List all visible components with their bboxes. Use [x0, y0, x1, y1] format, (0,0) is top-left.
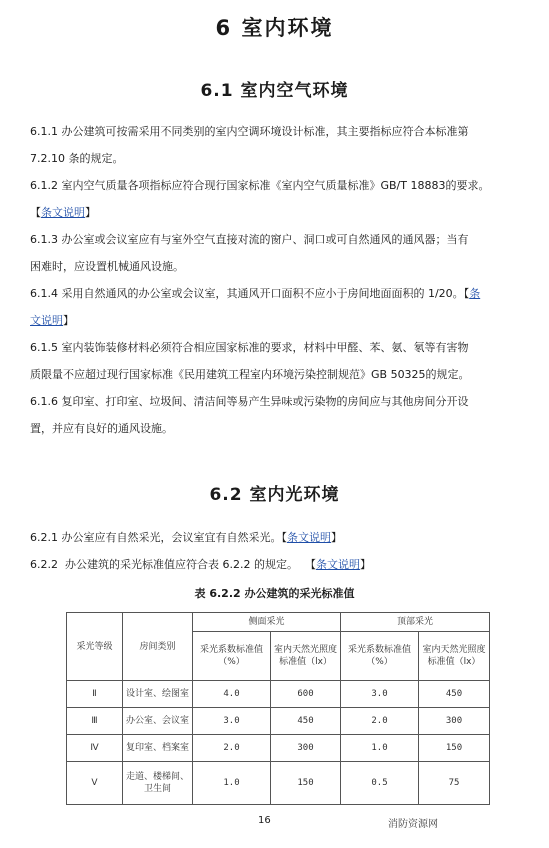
clause-line: 6.2.1 办公室应有自然采光，会议室宜有自然采光。【条文说明】	[30, 531, 342, 544]
clause-line: 6.1.6 复印室、打印室、垃圾间、清洁间等易产生异味或污染物的房间应与其他房间分开设	[30, 395, 469, 408]
clause-explanation-link[interactable]: 条	[469, 287, 481, 300]
cell-side-illuminance: 600	[271, 681, 341, 708]
cell-top-ratio: 3.0	[341, 681, 419, 708]
cell-room: 走道、楼梯间、卫生间	[123, 762, 193, 805]
clause-6-1-4	[30, 280, 530, 334]
cell-level: Ⅳ	[67, 735, 123, 762]
table-row	[67, 708, 490, 735]
clause-line: 7.2.10 条的规定。	[30, 152, 124, 165]
cell-side-ratio: 3.0	[193, 708, 271, 735]
cell-room: 复印室、档案室	[123, 735, 193, 762]
clause-line: 6.1.3 办公室或会议室应有与室外空气直接对流的窗户、洞口或可自然通风的通风器；当有	[30, 233, 469, 246]
sub-header-illuminance: 室内天然光照度标准值（lx）	[419, 632, 490, 681]
clause-6-1-6	[30, 388, 530, 442]
cell-top-illuminance: 300	[419, 708, 490, 735]
clause-line: 文说明】	[30, 314, 74, 327]
clause-6-1-1	[30, 118, 530, 172]
clause-line: 6.1.5 室内装饰装修材料必须符合相应国家标准的要求，材料中甲醛、苯、氨、氡等有害物	[30, 341, 469, 354]
clause-explanation-link[interactable]: 条文说明	[41, 206, 85, 219]
table-row	[67, 681, 490, 708]
clause-explanation-link[interactable]: 文说明	[30, 314, 63, 327]
cell-side-ratio: 1.0	[193, 762, 271, 805]
cell-top-ratio: 0.5	[341, 762, 419, 805]
clause-explanation-link[interactable]: 条文说明	[315, 558, 360, 571]
chapter-title: 6 室内环境	[215, 16, 334, 40]
group-header-side: 侧面采光	[193, 613, 341, 632]
clause-line: 6.2.2 办公建筑的采光标准值应符合表 6.2.2 的规定。 【条文说明】	[30, 558, 371, 571]
clause-6-2-1	[30, 524, 530, 551]
sub-header-ratio: 采光系数标准值（%）	[341, 632, 419, 681]
cell-top-ratio: 1.0	[341, 735, 419, 762]
daylighting-standard-table	[66, 612, 490, 805]
cell-top-illuminance: 150	[419, 735, 490, 762]
cell-level: Ⅱ	[67, 681, 123, 708]
sub-header-ratio: 采光系数标准值（%）	[193, 632, 271, 681]
clause-6-1-5	[30, 334, 530, 388]
cell-side-ratio: 4.0	[193, 681, 271, 708]
cell-room: 办公室、会议室	[123, 708, 193, 735]
clause-explanation-line: 【条文说明】	[30, 206, 96, 219]
table-row	[67, 762, 490, 805]
cell-top-ratio: 2.0	[341, 708, 419, 735]
cell-top-illuminance: 75	[419, 762, 490, 805]
page-number: 16	[258, 815, 271, 826]
clause-line: 6.1.1 办公建筑可按需采用不同类别的室内空调环境设计标准，其主要指标应符合本标准第	[30, 125, 469, 138]
table-row	[67, 735, 490, 762]
clause-line: 6.1.4 采用自然通风的办公室或会议室，其通风开口面积不应小于房间地面面积的 1/20。【条	[30, 287, 481, 300]
cell-level: Ⅴ	[67, 762, 123, 805]
clause-6-1-2	[30, 172, 530, 226]
cell-side-illuminance: 450	[271, 708, 341, 735]
section-title-6-1: 6.1 室内空气环境	[200, 81, 349, 101]
cell-room: 设计室、绘图室	[123, 681, 193, 708]
cell-side-illuminance: 300	[271, 735, 341, 762]
clause-line: 质限量不应超过现行国家标准《民用建筑工程室内环境污染控制规范》GB 50325的规定。	[30, 368, 470, 381]
sub-header-illuminance: 室内天然光照度标准值（lx）	[271, 632, 341, 681]
table-caption: 表 6.2.2 办公建筑的采光标准值	[194, 587, 355, 600]
clause-6-1-3	[30, 226, 530, 280]
col-header-level: 采光等级	[67, 613, 123, 681]
cell-top-illuminance: 450	[419, 681, 490, 708]
cell-side-ratio: 2.0	[193, 735, 271, 762]
clause-explanation-link[interactable]: 条文说明	[286, 531, 331, 544]
cell-level: Ⅲ	[67, 708, 123, 735]
clause-6-2-2	[30, 551, 530, 578]
clause-line: 困难时，应设置机械通风设施。	[30, 260, 184, 273]
clause-line: 置，并应有良好的通风设施。	[30, 422, 173, 435]
cell-side-illuminance: 150	[271, 762, 341, 805]
clause-line: 6.1.2 室内空气质量各项指标应符合现行国家标准《室内空气质量标准》GB/T 18883的要求。	[30, 179, 490, 192]
watermark-brand: 消防资源网	[388, 819, 438, 830]
section-title-6-2: 6.2 室内光环境	[209, 485, 340, 505]
group-header-top: 顶部采光	[341, 613, 490, 632]
col-header-room: 房间类别	[123, 613, 193, 681]
